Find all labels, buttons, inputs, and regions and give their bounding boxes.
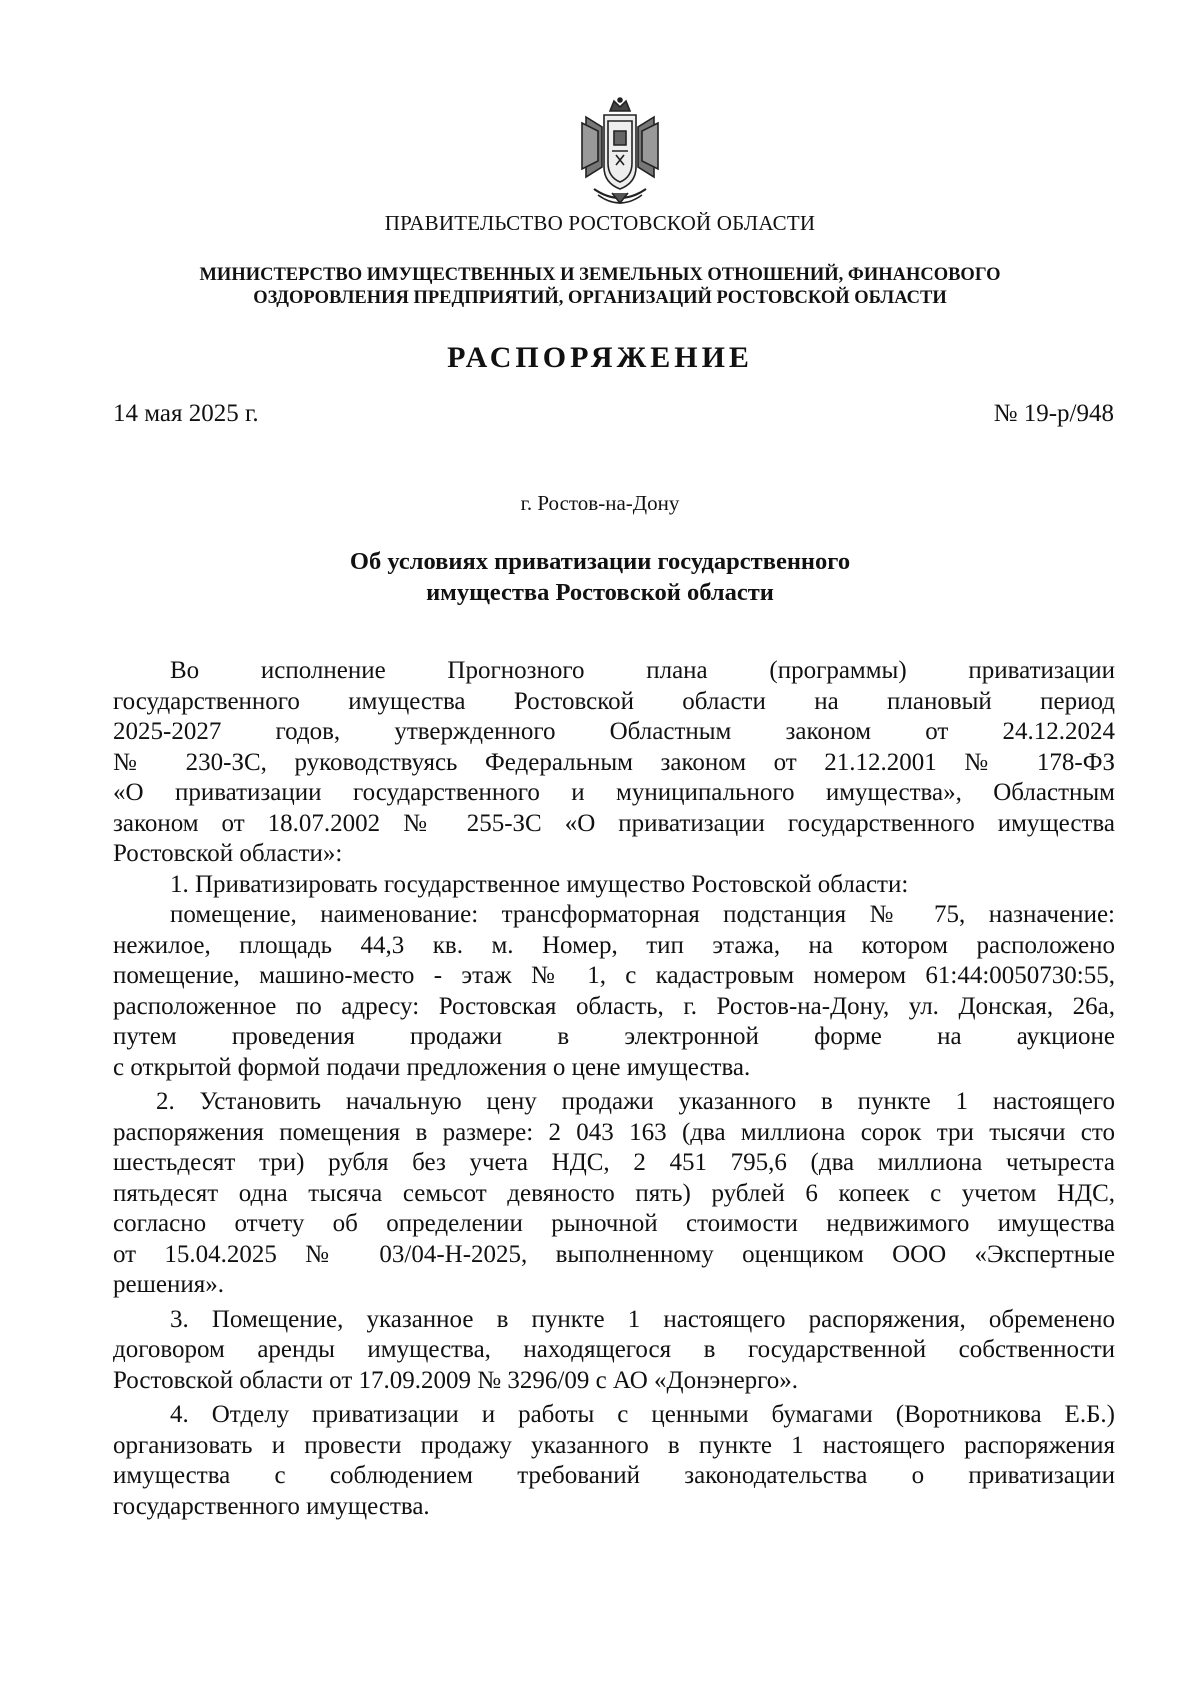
item-2-line: шестьдесят три) рубля без учета НДС, 2 451 795,6 (два миллиона четыреста (113, 1149, 1115, 1176)
subject-line: имущества Ростовской области (426, 579, 774, 606)
item-2-line: согласно отчету об определении рыночной стоимости недвижимого имущества (113, 1210, 1115, 1237)
preamble-line: № 230-ЗС, руководствуясь Федеральным законом от 21.12.2001 № 178-ФЗ (113, 748, 1115, 776)
item-2-line: решения». (113, 1271, 224, 1298)
document-body (113, 656, 1115, 1522)
preamble-line: 2025-2027 годов, утвержденного Областным законом от 24.12.2024 (113, 718, 1115, 745)
ministry-line: МИНИСТЕРСТВО ИМУЩЕСТВЕННЫХ И ЗЕМЕЛЬНЫХ ОТНОШЕНИЙ, ФИНАНСОВОГО (199, 265, 1001, 285)
item-1-line: помещение, наименование: трансформаторная подстанция № 75, назначение: (170, 901, 1115, 928)
item-1-line: путем проведения продажи в электронной форме на аукционе (113, 1023, 1115, 1050)
item-2-line: пятьдесят одна тысяча семьсот девяносто пять) рублей 6 копеек с учетом НДС, (113, 1179, 1115, 1207)
item-1-line: нежилое, площадь 44,3 кв. м. Номер, тип этажа, на котором расположено (113, 931, 1115, 959)
document-city: г. Ростов-на-Дону (520, 491, 680, 515)
document-type-title: РАСПОРЯЖЕНИЕ (447, 341, 753, 374)
preamble-line: Во исполнение Прогнозного плана (программы) приватизации (170, 657, 1115, 684)
item-2-line: 2. Установить начальную цену продажи указанного в пункте 1 настоящего (156, 1088, 1115, 1115)
document-number: № 19-р/948 (993, 400, 1114, 427)
item-4-line: 4. Отделу приватизации и работы с ценными бумагами (Воротникова Е.Б.) (170, 1401, 1115, 1428)
preamble-line: государственного имущества Ростовской области на плановый период (113, 687, 1115, 715)
ministry-title (0, 264, 1200, 310)
preamble-line: законом от 18.07.2002 № 255-ЗС «О приватизации государственного имущества (113, 809, 1115, 837)
item-2-line: распоряжения помещения в размере: 2 043 163 (два миллиона сорок три тысячи сто (113, 1118, 1115, 1146)
item-3-line: договором аренды имущества, находящегося в государственной собственности (113, 1336, 1115, 1363)
coat-of-arms-emblem (572, 97, 668, 212)
document-date: 14 мая 2025 г. (113, 400, 259, 427)
government-title: ПРАВИТЕЛЬСТВО РОСТОВСКОЙ ОБЛАСТИ (384, 211, 816, 235)
item-4-line: государственного имущества. (113, 1492, 430, 1520)
item-4-line: организовать и провести продажу указанного в пункте 1 настоящего распоряжения (113, 1431, 1115, 1459)
item-4-line: имущества с соблюдением требований законодательства о приватизации (113, 1462, 1115, 1489)
item-1-line: помещение, машино-место - этаж № 1, с кадастровым номером 61:44:0050730:55, (113, 962, 1115, 989)
document-subject (0, 546, 1200, 608)
item-3-line: Ростовской области от 17.09.2009 № 3296/09 с АО «Донэнерго». (113, 1366, 799, 1394)
item-1-line: с открытой формой подачи предложения о цене имущества. (113, 1053, 751, 1081)
preamble-line: «О приватизации государственного и муниципального имущества», Областным (113, 779, 1115, 806)
preamble-line: Ростовской области»: (113, 840, 343, 867)
item-2-line: от 15.04.2025 № 03/04-Н-2025, выполненному оценщиком ООО «Экспертные (113, 1240, 1115, 1268)
subject-line: Об условиях приватизации государственного (349, 548, 851, 575)
item-3-line: 3. Помещение, указанное в пункте 1 настоящего распоряжения, обременено (170, 1305, 1115, 1333)
ministry-line: ОЗДОРОВЛЕНИЯ ПРЕДПРИЯТИЙ, ОРГАНИЗАЦИЙ РОСТОВСКОЙ ОБЛАСТИ (253, 288, 947, 308)
item-1-line: расположенное по адресу: Ростовская область, г. Ростов-на-Дону, ул. Донская, 26а, (113, 992, 1115, 1020)
item-1-title: 1. Приватизировать государственное имущество Ростовской области: (170, 870, 909, 898)
